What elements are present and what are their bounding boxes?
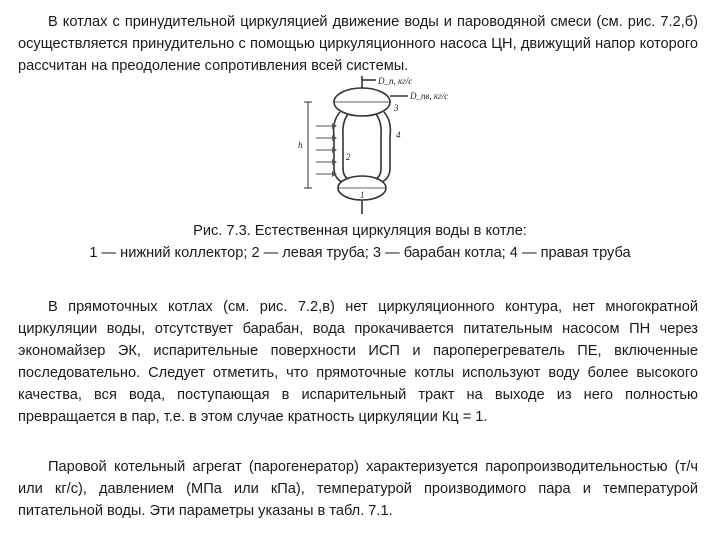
figure-caption-legend: 1 — нижний коллектор; 2 — левая труба; 3 — барабан котла; 4 — правая труба [89, 245, 631, 261]
boiler-circulation-diagram [262, 76, 462, 216]
figure-caption-title: Рис. 7.3. Естественная циркуляция воды в котле: [193, 223, 527, 239]
label-steam-output: D_п, кг/с [378, 76, 413, 86]
paragraph-once-through-boilers: В прямоточных котлах (см. рис. 7.2,в) нет циркуляционного контура, нет многократной циркуляции воды, отсутствует барабан, вода прокачивается питательным насосом ПН через экономайзер ЭК, испарительные поверхности ИСП и пароперегреватель ПЕ, включенные последовательно. Следует отметить, что прямоточные котлы используют воду более высокого качества, вся вода, поступающая в испарительный тракт на выходе из него полностью превращается в пар, т.е. в этом случае кратность циркуляции Кц = 1. [18, 299, 698, 425]
right-tube [382, 112, 390, 182]
paragraph-boiler-parameters: Паровой котельный агрегат (парогенератор) характеризуется паропроизводительностью (т/ч или кг/с), давлением (МПа или кПа), температурой производимого пара и температурой питательной воды. Эти параметры указаны в табл. 7.1. [18, 459, 698, 519]
label-feedwater: D_пв, кг/с [410, 91, 449, 101]
label-4: 4 [396, 130, 401, 140]
paragraph-forced-circulation: В котлах с принудительной циркуляцией движение воды и пароводяной смеси (см. рис. 7.2,б) осуществляется принудительно с помощью циркуляционного насоса ЦН, движущий напор которого рассчитан на преодоление сопротивления всей системы. [18, 14, 698, 74]
label-height: h [298, 140, 303, 150]
left-tube [334, 112, 342, 182]
label-2: 2 [346, 152, 351, 162]
label-3: 3 [394, 103, 399, 113]
label-1: 1 [360, 190, 365, 200]
